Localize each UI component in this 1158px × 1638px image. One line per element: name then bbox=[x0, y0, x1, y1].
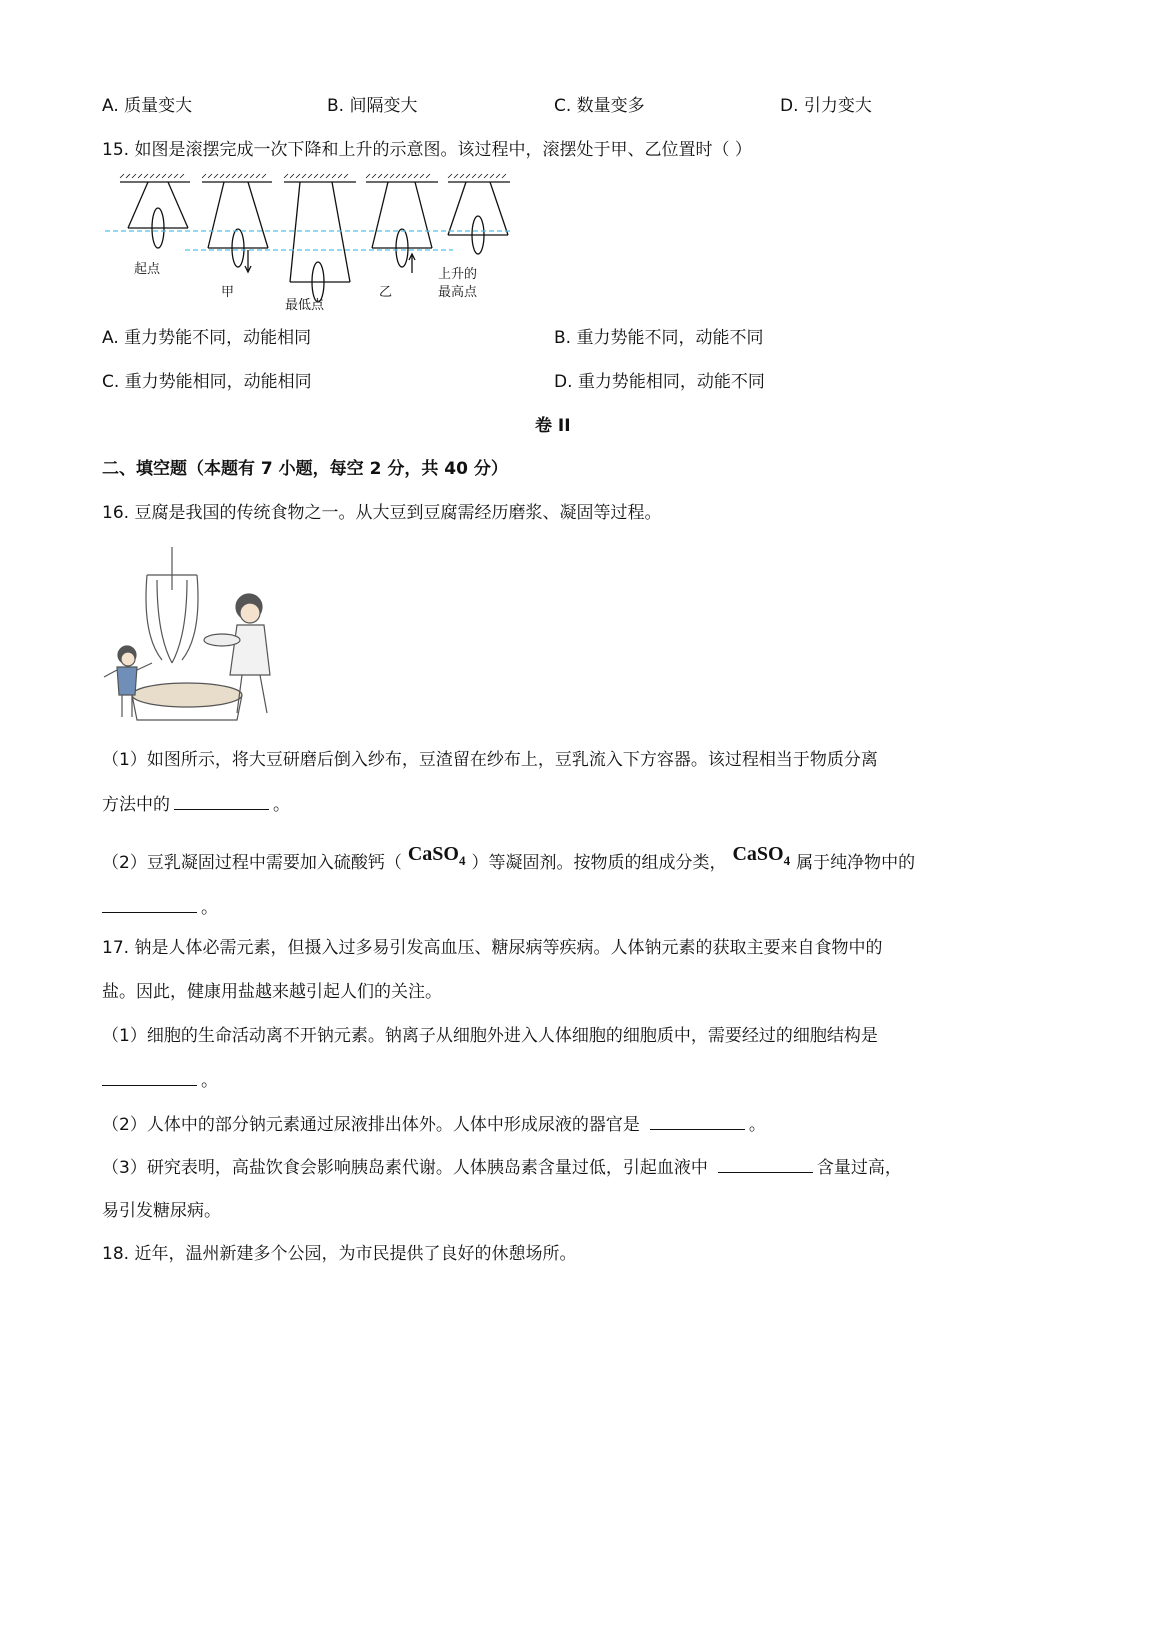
label-yi: 乙 bbox=[379, 285, 393, 300]
q17-stem-line1: 17. 钠是人体必需元素，但摄入过多易引发高血压、糖尿病等疾病。人体钠元素的获取主要来自食物中的 bbox=[102, 938, 883, 958]
label-highest-2: 最高点 bbox=[438, 285, 478, 300]
q17-part3-text-a: （3）研究表明，高盐饮食会影响胰岛素代谢。人体胰岛素含量过低，引起血液中 bbox=[102, 1158, 708, 1178]
q16-part2-line1 bbox=[102, 843, 916, 880]
q17-part1: （1）细胞的生命活动离不开钠元素。钠离子从细胞外进入人体细胞的细胞质中，需要经过的细胞结构是 bbox=[102, 1026, 878, 1046]
q17-stem-line2: 盐。因此，健康用盐越来越引起人们的关注。 bbox=[102, 982, 442, 1002]
q16-part1-text: 方法中的 bbox=[102, 795, 170, 815]
formula-subscript: 4 bbox=[783, 853, 791, 868]
tofu-making-illustration bbox=[102, 545, 287, 723]
q16-part1-answer-blank[interactable] bbox=[174, 793, 269, 810]
label-start: 起点 bbox=[134, 262, 161, 277]
q14-option-a: A. 质量变大 bbox=[102, 96, 193, 116]
q14-option-c: C. 数量变多 bbox=[554, 96, 645, 116]
q16-part2-line2 bbox=[102, 896, 218, 919]
q17-part2 bbox=[102, 1113, 766, 1136]
formula-subscript: 4 bbox=[458, 853, 466, 868]
q14-option-d: D. 引力变大 bbox=[780, 96, 872, 116]
q15-stem: 15. 如图是滚摆完成一次下降和上升的示意图。该过程中，滚摆处于甲、乙位置时（ ） bbox=[102, 140, 752, 160]
q15-option-d: D. 重力势能相同，动能不同 bbox=[554, 372, 765, 392]
formula-text: CaSO bbox=[407, 843, 459, 865]
q16-part2-text-b: ）等凝固剂。按物质的组成分类， bbox=[471, 853, 727, 873]
q17-part3 bbox=[102, 1156, 902, 1179]
caso4-formula bbox=[732, 843, 791, 868]
q17-part1-answer-blank[interactable] bbox=[102, 1069, 197, 1086]
q16-part2-answer-blank[interactable] bbox=[102, 896, 197, 913]
q17-part2-answer-blank[interactable] bbox=[650, 1113, 745, 1130]
section-title: 卷 II bbox=[535, 416, 571, 436]
q16-stem: 16. 豆腐是我国的传统食物之一。从大豆到豆腐需经历磨浆、凝固等过程。 bbox=[102, 503, 662, 523]
period: 。 bbox=[748, 1115, 766, 1135]
q15-option-b: B. 重力势能不同，动能不同 bbox=[554, 328, 764, 348]
q17-part3-line2: 易引发糖尿病。 bbox=[102, 1201, 221, 1221]
q16-part2-text-a: （2）豆乳凝固过程中需要加入硫酸钙（ bbox=[102, 853, 402, 873]
q18-stem: 18. 近年，温州新建多个公园，为市民提供了良好的休憩场所。 bbox=[102, 1244, 577, 1264]
q15-option-c: C. 重力势能相同，动能相同 bbox=[102, 372, 312, 392]
q17-part1-line2 bbox=[102, 1069, 218, 1092]
label-jia: 甲 bbox=[221, 285, 235, 300]
label-lowest: 最低点 bbox=[285, 298, 325, 313]
q16-part2-text-c: 属于纯净物中的 bbox=[796, 853, 916, 873]
period: 。 bbox=[201, 1071, 218, 1091]
formula-text: CaSO bbox=[732, 843, 784, 865]
label-highest-1: 上升的 bbox=[438, 267, 478, 282]
q16-part1-line1: （1）如图所示，将大豆研磨后倒入纱布，豆渣留在纱布上，豆乳流入下方容器。该过程相当于物质分离 bbox=[102, 750, 878, 770]
q17-part2-text: （2）人体中的部分钠元素通过尿液排出体外。人体中形成尿液的器官是 bbox=[102, 1115, 640, 1135]
period: 。 bbox=[201, 898, 218, 918]
q17-part3-text-b: 含量过高， bbox=[816, 1158, 902, 1178]
period: 。 bbox=[273, 795, 290, 815]
q17-part3-answer-blank[interactable] bbox=[718, 1156, 813, 1173]
q15-option-a: A. 重力势能不同，动能相同 bbox=[102, 328, 312, 348]
q14-option-b: B. 间隔变大 bbox=[327, 96, 418, 116]
caso4-formula bbox=[407, 843, 466, 868]
section2-heading: 二、填空题（本题有 7 小题，每空 2 分，共 40 分） bbox=[102, 459, 508, 479]
q16-part1-line2 bbox=[102, 793, 290, 816]
